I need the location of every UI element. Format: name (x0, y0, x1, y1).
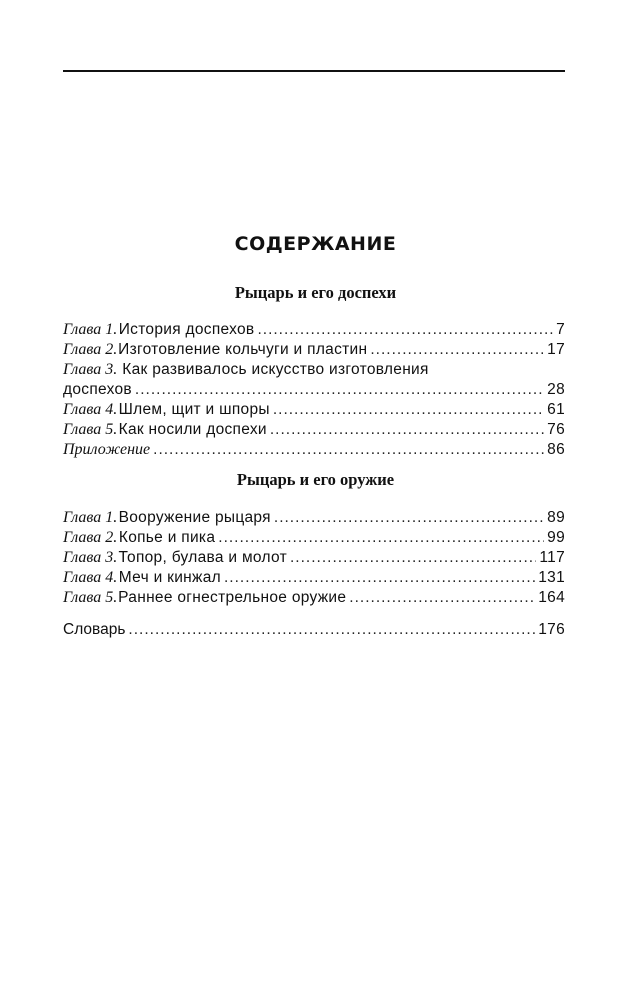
chapter-title: Копье и пика (118, 529, 216, 546)
toc-entry (63, 420, 565, 440)
chapter-title: Раннее огнестрельное оружие (118, 589, 347, 606)
top-rule (63, 70, 565, 72)
toc-entry (63, 400, 565, 420)
toc-weapons (63, 508, 565, 608)
page-number: 89 (547, 509, 565, 526)
page-number: 7 (556, 321, 565, 338)
page-number: 131 (538, 569, 565, 586)
page-number: 17 (547, 341, 565, 358)
leader-dots (218, 528, 544, 548)
chapter-label: Глава 1. (63, 321, 118, 338)
glossary-label: Словарь (63, 621, 126, 638)
chapter-title-continued: доспехов (63, 381, 132, 398)
chapter-label: Глава 4. (63, 401, 118, 418)
chapter-title: История доспехов (118, 321, 255, 338)
chapter-title: Как носили доспехи (118, 421, 267, 438)
chapter-label: Глава 3. (63, 361, 118, 378)
toc-armor (63, 320, 565, 460)
page-number: 164 (538, 589, 565, 606)
leader-dots (349, 588, 535, 608)
chapter-title: Изготовление кольчуги и пластин (118, 341, 368, 358)
chapter-title: Топор, булава и молот (118, 549, 287, 566)
leader-dots (370, 340, 544, 360)
section-title-weapons: Рыцарь и его оружие (236, 470, 395, 489)
chapter-label: Глава 2. (63, 341, 118, 358)
leader-dots (274, 508, 544, 528)
page-number: 99 (547, 529, 565, 546)
toc-entry (63, 620, 565, 640)
leader-dots (290, 548, 536, 568)
toc-entry (63, 548, 565, 568)
chapter-label: Глава 3. (63, 549, 118, 566)
chapter-title: Как развивалось искусство изготовления (122, 361, 429, 378)
page-number: 117 (539, 549, 565, 566)
chapter-label: Глава 2. (63, 529, 118, 546)
toc-entry (63, 360, 565, 380)
toc-entry (63, 508, 565, 528)
chapter-title: Шлем, щит и шпоры (118, 401, 270, 418)
leader-dots (224, 568, 535, 588)
chapter-label: Глава 4. (63, 569, 118, 586)
page-number: 76 (547, 421, 565, 438)
leader-dots (273, 400, 544, 420)
leader-dots (153, 440, 544, 460)
leader-dots (128, 620, 535, 640)
toc-entry (63, 440, 565, 460)
toc-entry (63, 588, 565, 608)
toc-entry (63, 340, 565, 360)
chapter-title: Вооружение рыцаря (118, 509, 271, 526)
chapter-label: Глава 1. (63, 509, 118, 526)
leader-dots (257, 320, 553, 340)
page-number: 28 (547, 381, 565, 398)
leader-dots (135, 380, 544, 400)
appendix-label: Приложение (63, 441, 151, 458)
leader-dots (270, 420, 544, 440)
contents-heading: СОДЕРЖАНИЕ (234, 233, 397, 255)
chapter-label: Глава 5. (63, 421, 118, 438)
toc-entry (63, 568, 565, 588)
toc-entry (63, 320, 565, 340)
toc-entry (63, 528, 565, 548)
page-number: 176 (538, 621, 565, 638)
page-number: 86 (547, 441, 565, 458)
chapter-title: Меч и кинжал (118, 569, 221, 586)
page-number: 61 (547, 401, 565, 418)
toc-glossary (63, 620, 565, 640)
section-title-armor: Рыцарь и его доспехи (234, 283, 397, 302)
toc-entry-continuation (63, 380, 565, 400)
chapter-label: Глава 5. (63, 589, 118, 606)
